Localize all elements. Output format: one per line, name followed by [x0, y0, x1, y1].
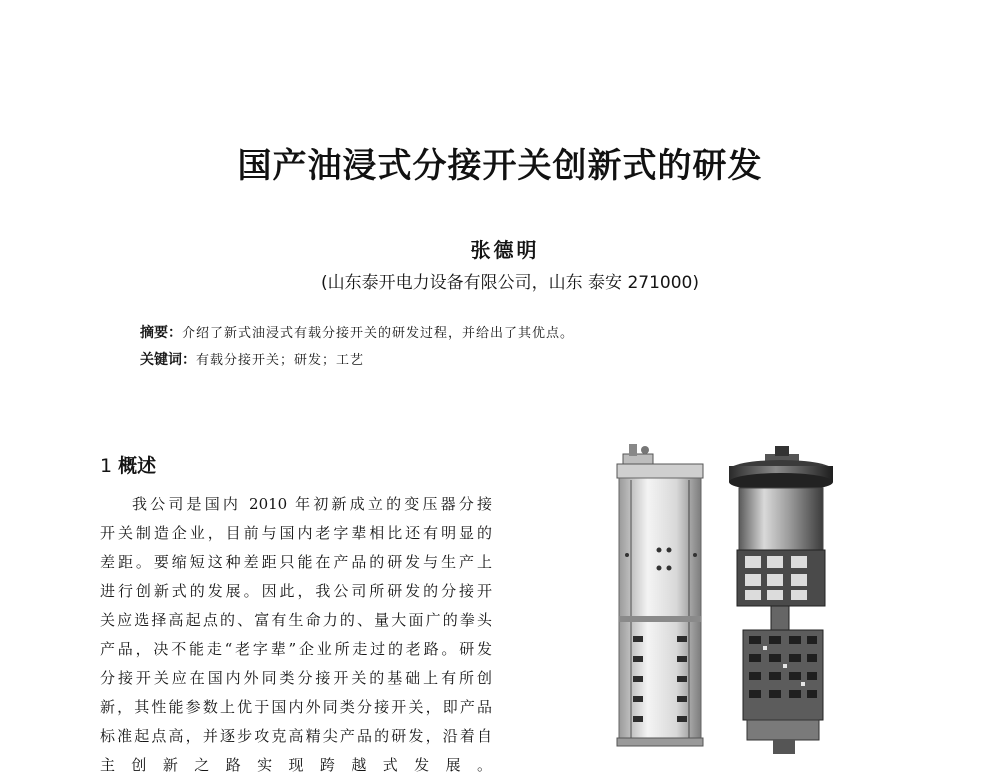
body-line: 关应选择高起点的、富有生命力的、量大面广的拳头 [100, 611, 492, 629]
body-line: 标准起点高，并逐步攻克高精尖产品的研发，沿着自 [100, 727, 492, 745]
body-line: 分接开关应在国内外同类分接开关的基础上有所创 [100, 669, 492, 687]
keywords [140, 349, 364, 369]
body-line: 新，其性能参数上优于国内外同类分接开关，即产品 [100, 698, 492, 716]
body-line: 进行创新式的发展。因此，我公司所研发的分接开 [100, 582, 492, 600]
abstract-label: 摘要： [140, 325, 182, 341]
abstract [140, 322, 574, 342]
author-affiliation: (山东泰开电力设备有限公司，山东 泰安 271000) [321, 273, 699, 293]
section-heading [100, 451, 156, 478]
tap-changer-photo [605, 440, 855, 759]
section-body [100, 490, 492, 780]
body-line: 差距。要缩短这种差距只能在产品的研发与生产上 [100, 553, 492, 571]
right-unit [729, 446, 833, 754]
paper-title: 国产油浸式分接开关创新式的研发 [237, 146, 763, 186]
body-line: 产品，决不能走“老字辈”企业所走过的老路。研发 [100, 640, 492, 658]
section-title: 概述 [118, 455, 157, 477]
left-unit [617, 444, 703, 746]
body-line: 主创新之路实现跨越式发展。 [100, 756, 492, 774]
section-number: 1 [100, 455, 113, 477]
keywords-text: 有载分接开关；研发；工艺 [196, 353, 365, 368]
abstract-text: 介绍了新式油浸式有载分接开关的研发过程，并给出了其优点。 [182, 326, 575, 341]
body-line: 开关制造企业，目前与国内老字辈相比还有明显的 [100, 524, 492, 542]
body-line: 我公司是国内 2010 年初新成立的变压器分接 [132, 495, 492, 513]
keywords-label: 关键词： [140, 352, 196, 368]
author-name: 张德明 [470, 238, 540, 262]
